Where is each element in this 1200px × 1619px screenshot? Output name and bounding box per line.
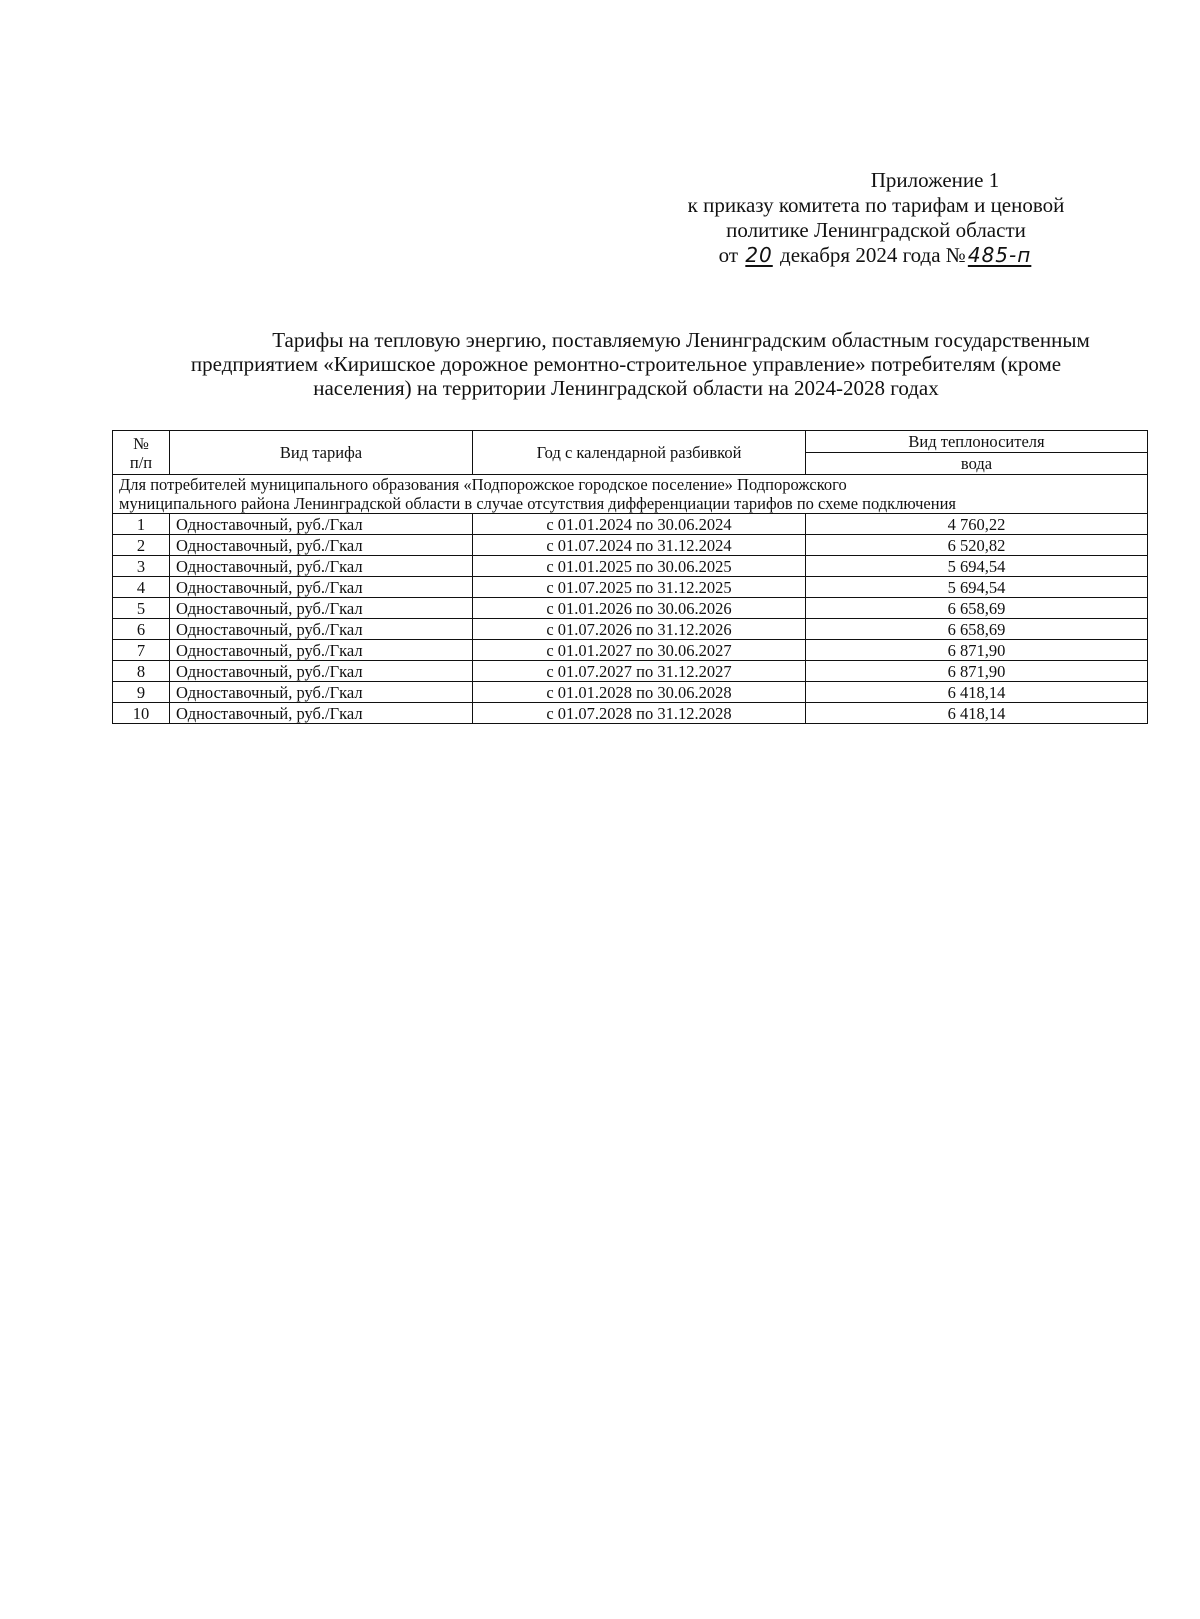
consumer-group-line-1: Для потребителей муниципального образования «Подпорожское городское поселение» Подпорожского — [119, 475, 847, 494]
row-tariff-kind: Одноставочный, руб./Гкал — [170, 661, 473, 682]
appendix-line-2: к приказу комитета по тарифам и ценовой — [687, 193, 1065, 217]
header-carrier: Вид теплоносителя — [806, 431, 1148, 453]
row-tariff-kind: Одноставочный, руб./Гкал — [170, 703, 473, 724]
row-number: 2 — [113, 535, 170, 556]
consumer-group-line-2: муниципального района Ленинградской области в случае отсутствия дифференциации тарифов по схеме подключения — [119, 494, 956, 513]
row-period: с 01.07.2026 по 31.12.2026 — [473, 619, 806, 640]
row-value: 6 418,14 — [806, 682, 1148, 703]
title-line-3: населения) на территории Ленинградской области на 2024-2028 годах — [313, 376, 939, 400]
row-value: 5 694,54 — [806, 556, 1148, 577]
row-number: 3 — [113, 556, 170, 577]
row-number: 1 — [113, 514, 170, 535]
row-number: 6 — [113, 619, 170, 640]
title-line-2: предприятием «Киришское дорожное ремонтно-строительное управление» потребителям (кроме — [190, 352, 1062, 376]
row-tariff-kind: Одноставочный, руб./Гкал — [170, 535, 473, 556]
row-period: с 01.01.2028 по 30.06.2028 — [473, 682, 806, 703]
tariff-table-header — [113, 431, 1148, 475]
row-number: 10 — [113, 703, 170, 724]
row-number: 8 — [113, 661, 170, 682]
tariff-table-body — [113, 475, 1148, 724]
row-period: с 01.01.2025 по 30.06.2025 — [473, 556, 806, 577]
row-value: 6 658,69 — [806, 598, 1148, 619]
row-period: с 01.07.2024 по 31.12.2024 — [473, 535, 806, 556]
appendix-block — [616, 168, 1136, 268]
consumer-group-row — [113, 475, 1148, 514]
date-prefix: от — [718, 243, 739, 267]
row-period: с 01.07.2028 по 31.12.2028 — [473, 703, 806, 724]
row-period: с 01.07.2027 по 31.12.2027 — [473, 661, 806, 682]
row-number: 9 — [113, 682, 170, 703]
tariff-table — [112, 430, 1148, 724]
row-period: с 01.01.2026 по 30.06.2026 — [473, 598, 806, 619]
row-period: с 01.01.2024 по 30.06.2024 — [473, 514, 806, 535]
appendix-line-3: политике Ленинградской области — [726, 218, 1026, 242]
row-period: с 01.01.2027 по 30.06.2027 — [473, 640, 806, 661]
row-number: 5 — [113, 598, 170, 619]
table-row — [113, 640, 1148, 661]
table-row — [113, 577, 1148, 598]
table-row — [113, 682, 1148, 703]
row-tariff-kind: Одноставочный, руб./Гкал — [170, 577, 473, 598]
document-title — [96, 328, 1156, 400]
header-number-line-2: п/п — [129, 452, 153, 472]
table-row — [113, 535, 1148, 556]
header-period: Год с календарной разбивкой — [473, 431, 806, 475]
table-row — [113, 703, 1148, 724]
handwritten-day: 20 — [745, 243, 773, 267]
row-number: 7 — [113, 640, 170, 661]
table-row — [113, 598, 1148, 619]
row-value: 6 520,82 — [806, 535, 1148, 556]
row-tariff-kind: Одноставочный, руб./Гкал — [170, 514, 473, 535]
appendix-line-1: Приложение 1 — [870, 168, 1000, 192]
row-period: с 01.07.2025 по 31.12.2025 — [473, 577, 806, 598]
row-tariff-kind: Одноставочный, руб./Гкал — [170, 640, 473, 661]
row-value: 6 871,90 — [806, 640, 1148, 661]
appendix-date-line — [616, 243, 1136, 268]
row-tariff-kind: Одноставочный, руб./Гкал — [170, 619, 473, 640]
row-value: 5 694,54 — [806, 577, 1148, 598]
header-number-line-1: № — [133, 433, 149, 453]
table-row — [113, 514, 1148, 535]
row-value: 6 418,14 — [806, 703, 1148, 724]
row-value: 4 760,22 — [806, 514, 1148, 535]
handwritten-order-number: 485-п — [967, 243, 1032, 267]
row-value: 6 658,69 — [806, 619, 1148, 640]
row-value: 6 871,90 — [806, 661, 1148, 682]
row-number: 4 — [113, 577, 170, 598]
row-tariff-kind: Одноставочный, руб./Гкал — [170, 556, 473, 577]
title-line-1: Тарифы на тепловую энергию, поставляемую Ленинградским областным государственным — [272, 328, 1090, 352]
header-tariff-kind: Вид тарифа — [170, 431, 473, 475]
date-mid: декабря 2024 года № — [780, 243, 966, 267]
table-row — [113, 556, 1148, 577]
row-tariff-kind: Одноставочный, руб./Гкал — [170, 682, 473, 703]
header-number — [113, 431, 170, 475]
table-row — [113, 619, 1148, 640]
row-tariff-kind: Одноставочный, руб./Гкал — [170, 598, 473, 619]
header-carrier-water: вода — [806, 453, 1148, 475]
table-row — [113, 661, 1148, 682]
